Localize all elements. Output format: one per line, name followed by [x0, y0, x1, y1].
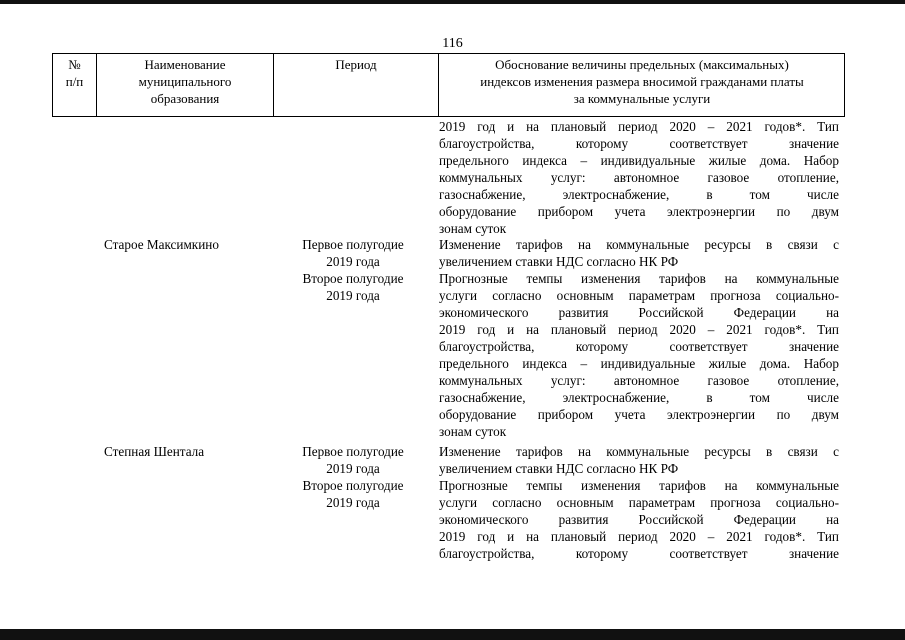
basis-continuation: 2019 год и на плановый период 2020 – 2021 годов*. Тип благоустройства, которому соответствует значение предельного индекса – индивидуальные жилые дома. Набор коммунальных услуг: автономное газовое отопление, газоснабжение, электроснабжение, в том числе оборудование прибором учета электроэнергии по двум зонам суток: [439, 119, 839, 236]
header-col-municipality: Наименование муниципального образования: [138, 57, 232, 106]
basis-tariff-change: Изменение тарифов на коммунальные ресурсы в связи с увеличением ставки НДС согласно НК РФ: [439, 237, 839, 269]
top-scan-border: [0, 0, 905, 4]
basis-forecast: Прогнозные темпы изменения тарифов на коммунальные услуги согласно основным параметрам прогноза социально- экономического развития Российской Федерации на 2019 год и на плановый период 2020 – 2021 годов*. Тип благоустройства, которому соответствует значение предельного индекса – индивидуальные жилые дома. Набор коммунальных услуг: автономное газовое отопление, газоснабжение, электроснабжение, в том числе оборудование прибором учета электроэнергии по двум зонам суток: [439, 271, 839, 439]
header-col-period: Период: [335, 57, 377, 72]
header-col-basis: Обоснование величины предельных (максимальных) индексов изменения размера вносимой гражданами платы за коммунальные услуги: [480, 57, 804, 106]
period-cell: Первое полугодие 2019 года Второе полугодие 2019 года: [302, 444, 404, 510]
header-col-number: № п/п: [65, 57, 84, 89]
page-number: 116: [442, 36, 463, 51]
bottom-scan-border: [0, 629, 905, 640]
municipality-name: Старое Максимкино: [104, 237, 219, 252]
municipality-name: Степная Шентала: [104, 444, 205, 459]
period-cell: Первое полугодие 2019 года Второе полугодие 2019 года: [302, 237, 404, 303]
basis-tariff-change: Изменение тарифов на коммунальные ресурсы в связи с увеличением ставки НДС согласно НК РФ: [439, 444, 839, 476]
basis-forecast: Прогнозные темпы изменения тарифов на коммунальные услуги согласно основным параметрам прогноза социально- экономического развития Российской Федерации на 2019 год и на плановый период 2020 – 2021 годов*. Тип благоустройства, которому соответствует значение: [439, 478, 839, 561]
table-header: [52, 53, 845, 117]
